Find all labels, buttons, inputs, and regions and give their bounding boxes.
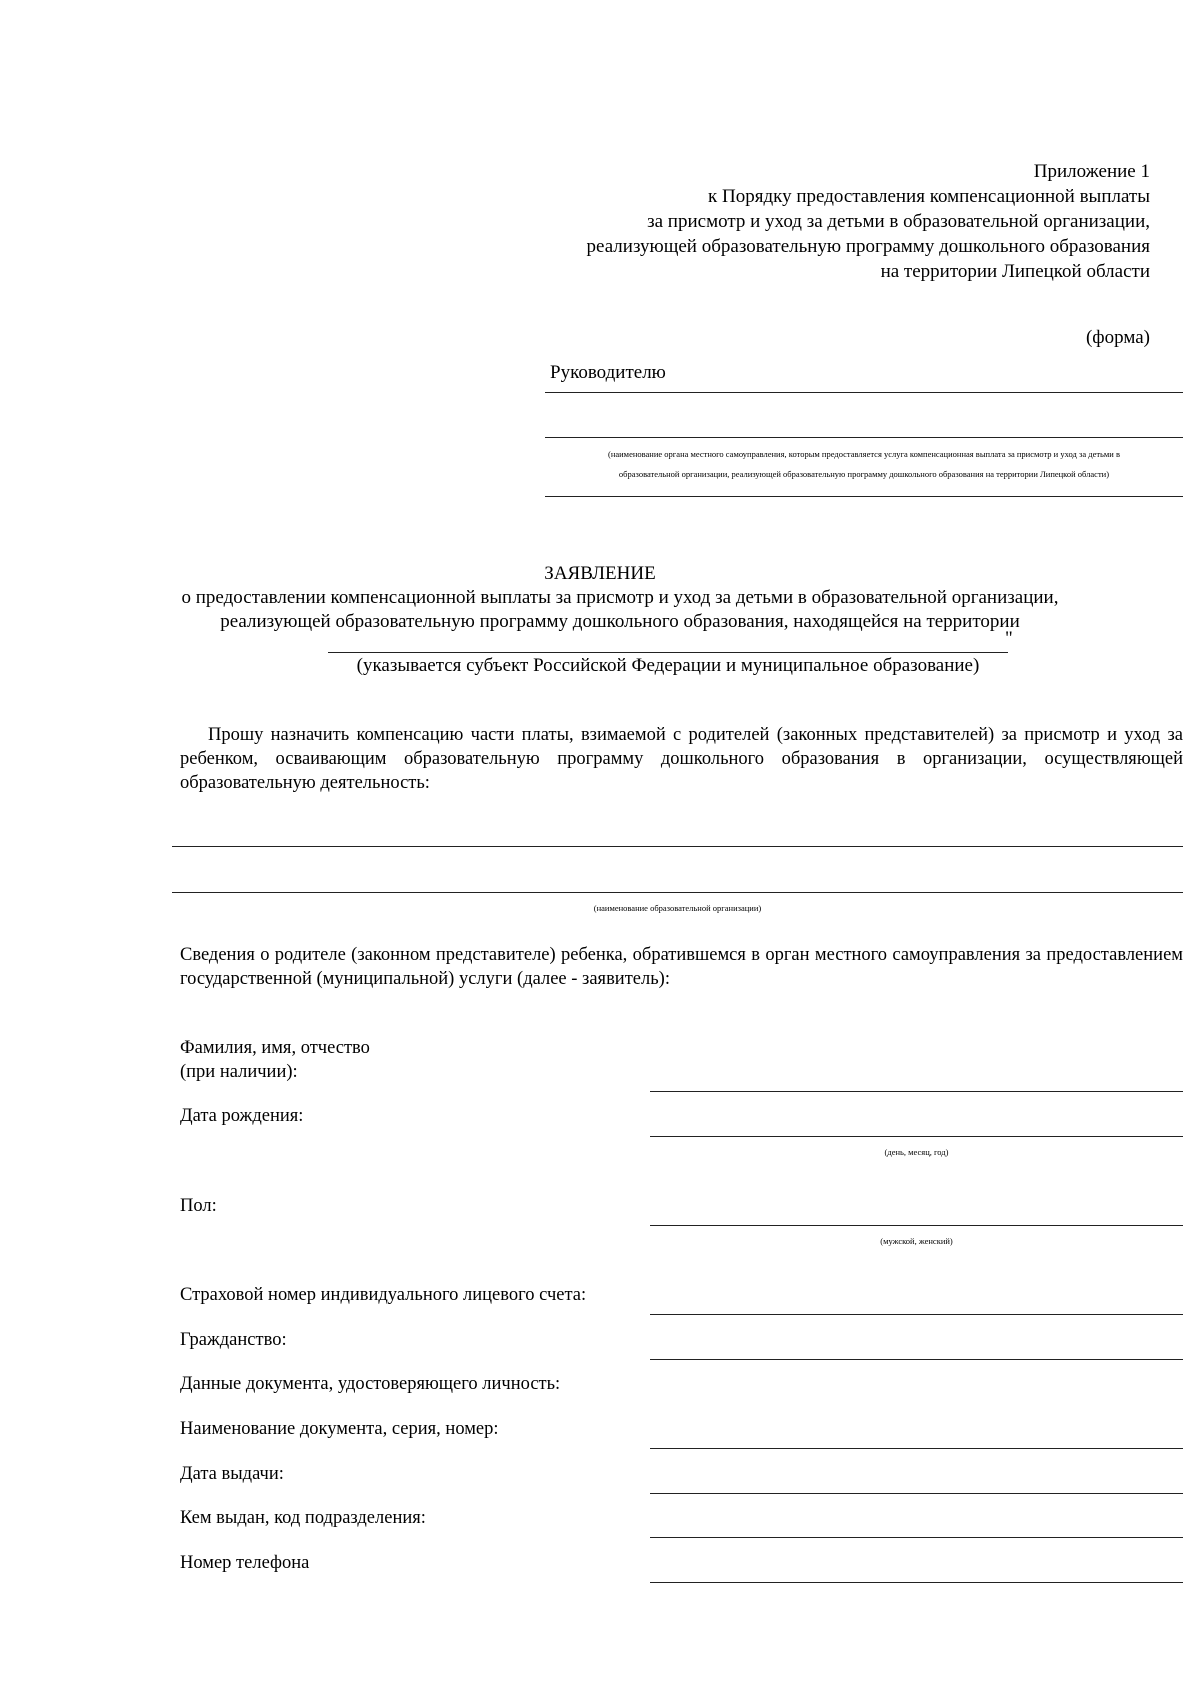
territory-field[interactable] (328, 652, 1008, 653)
citizenship-label: Гражданство: (180, 1330, 287, 1350)
phone-field[interactable] (650, 1582, 1183, 1583)
issued-by-label: Кем выдан, код подразделения: (180, 1508, 426, 1528)
title-line: о предоставлении компенсационной выплаты за присмотр и уход за детьми в образовательной организации, (181, 587, 1059, 608)
fio-field[interactable] (650, 1091, 1183, 1092)
form-mark: (форма) (1085, 327, 1150, 348)
appendix-line: к Порядку предоставления компенсационной выплаты (708, 186, 1150, 207)
document-name-field[interactable] (650, 1448, 1183, 1449)
addressee-divider (545, 496, 1183, 497)
id-document-label: Данные документа, удостоверяющего личность: (180, 1374, 561, 1394)
org-hint: (наименование образовательной организации) (593, 903, 762, 913)
snils-field[interactable] (650, 1314, 1183, 1315)
addressee-hint-line: (наименование органа местного самоуправления, которым предоставляется услуга компенсационная выплата за присмотр и уход за детьми в (607, 449, 1120, 459)
document-name-label: Наименование документа, серия, номер: (180, 1419, 499, 1439)
document-title: ЗАЯВЛЕНИЕ (544, 563, 656, 584)
issue-date-label: Дата выдачи: (180, 1464, 284, 1484)
org-field-1[interactable] (172, 846, 1183, 847)
birth-date-label: Дата рождения: (180, 1106, 304, 1126)
phone-label: Номер телефона (180, 1553, 310, 1573)
citizenship-field[interactable] (650, 1359, 1183, 1360)
addressee-field-2[interactable] (545, 437, 1183, 438)
request-paragraph: Прошу назначить компенсацию части платы, взимаемой с родителей (законных представителей) за присмотр и уход за ребенком, осваивающим образовательную программу дошкольного образования в организации, осуществляющей образовательную деятельность: (180, 725, 1183, 793)
addressee-hint-line: образовательной организации, реализующей образовательную программу дошкольного образования на территории Липецкой области) (618, 469, 1110, 479)
appendix-line: реализующей образовательную программу дошкольного образования (586, 236, 1150, 257)
snils-label: Страховой номер индивидуального лицевого счета: (180, 1285, 587, 1305)
appendix-line: на территории Липецкой области (880, 261, 1150, 282)
appendix-line: за присмотр и уход за детьми в образовательной организации, (647, 211, 1150, 232)
addressee-field-1[interactable] (545, 392, 1183, 393)
issued-by-field[interactable] (650, 1537, 1183, 1538)
title-line: реализующей образовательную программу дошкольного образования, находящейся на территории (220, 611, 1020, 632)
issue-date-field[interactable] (650, 1493, 1183, 1494)
appendix-number: Приложение 1 (1033, 161, 1150, 182)
org-field-2[interactable] (172, 892, 1183, 893)
birth-date-field[interactable] (650, 1136, 1183, 1137)
fio-label: Фамилия, имя, отчество (180, 1038, 370, 1058)
gender-field[interactable] (650, 1225, 1183, 1226)
territory-quote: " (1005, 628, 1013, 649)
addressee-label: Руководителю (550, 362, 666, 383)
territory-hint: (указывается субъект Российской Федерации и муниципальное образование) (356, 655, 980, 676)
fio-label-cont: (при наличии): (180, 1062, 298, 1082)
addressee-hint (545, 444, 1183, 484)
gender-hint: (мужской, женский) (880, 1236, 953, 1246)
applicant-intro: Сведения о родителе (законном представителе) ребенка, обратившемся в орган местного самоуправления за предоставлением государственной (муниципальной) услуги (далее - заявитель): (180, 945, 1183, 989)
birth-date-hint: (день, месяц, год) (884, 1147, 949, 1157)
gender-label: Пол: (180, 1196, 217, 1216)
